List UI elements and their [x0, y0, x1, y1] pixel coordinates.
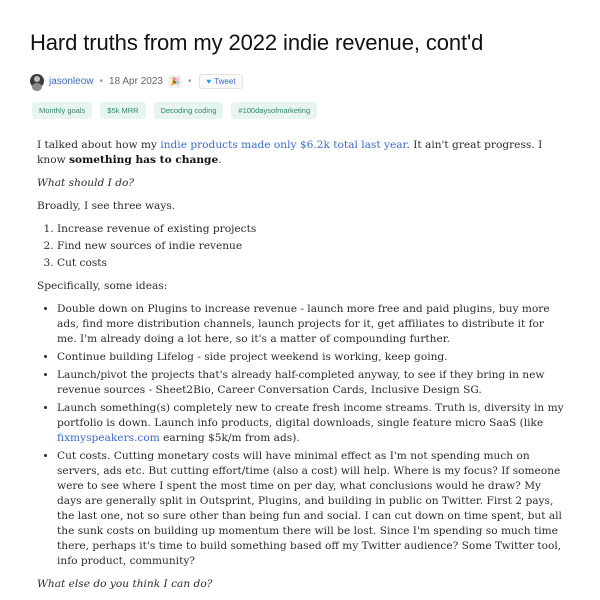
tag-decoding-coding[interactable]: Decoding coding — [154, 102, 224, 119]
question-text: What should I do? — [37, 177, 135, 189]
fixmyspeakers-link[interactable]: fixmyspeakers.com — [57, 432, 160, 444]
list-item: • Launch/pivot the projects that's already half-completed anyway, to see if they bring in new revenue sources - Sheet2Bio, Career Conversation Cards, Inclusive Design SG. — [57, 368, 567, 398]
ideas-list — [37, 302, 567, 569]
list-item: • Cut costs. Cutting monetary costs will have minimal effect as I'm not spending much on servers, ads etc. But cutting effort/time (also a cost) will help. Where is my focus? If someone were to see where I spent the most time on per day, what conclusions would he draw? My days are generally split in Outsprint, Plugins, and building in public on Twitter. First 2 pays, the last one, not so sure other than being fun and social. I can cut down on time spent, but all the sunk costs on building up momentum there will be lost. Since I'm spending so much time there, perhaps it's time to build something based off my Twitter audience? Some Twitter tool, info product, community? — [57, 449, 567, 569]
tweet-button[interactable] — [199, 74, 242, 89]
avatar[interactable] — [30, 74, 44, 88]
question-what-else — [37, 577, 567, 592]
list-item: 3. Cut costs — [57, 256, 567, 271]
party-popper-icon[interactable]: 🎉 — [168, 75, 182, 88]
question-what-should-i-do — [37, 176, 567, 191]
ways-list — [37, 222, 567, 271]
tweet-label: Tweet — [214, 76, 236, 86]
idea4-text-end: earning $5k/m from ads). — [159, 432, 300, 444]
intro-emphasis: something has to change — [69, 154, 219, 166]
post-body — [37, 138, 567, 600]
separator-dot: • — [99, 75, 103, 87]
specifically-paragraph: Specifically, some ideas: — [37, 280, 168, 292]
author-link[interactable]: jasonleow — [49, 75, 94, 87]
list-item: • Double down on Plugins to increase revenue - launch more free and paid plugins, buy more ads, find more distribution channels, launch projects for it, get affiliates to distribute it for me. I'm already doing a lot here, so it's a matter of compounding further. — [57, 302, 567, 347]
list-item: • Continue building Lifelog - side project weekend is working, keep going. — [57, 350, 567, 365]
question-text: What else do you think I can do? — [37, 578, 213, 590]
separator-dot: • — [187, 75, 192, 87]
list-item: 2. Find new sources of indie revenue — [57, 239, 567, 254]
idea4-text: Launch something(s) completely new to create fresh income streams. Truth is, diversity in my portfolio is down. Launch info products, digital downloads, single feature micro SaaS (like — [57, 402, 564, 429]
intro-text-mid: . It ain't great progress. I know — [37, 139, 543, 166]
list-item — [57, 401, 567, 446]
intro-paragraph — [37, 138, 567, 168]
page-title: Hard truths from my 2022 indie revenue, cont'd — [30, 30, 484, 55]
tag-monthly-goals[interactable]: Monthly goals — [32, 102, 92, 119]
list-item: 1. Increase revenue of existing projects — [57, 222, 567, 237]
tag-5k-mrr[interactable]: $5k MRR — [100, 102, 145, 119]
broadly-paragraph: Broadly, I see three ways. — [37, 200, 176, 212]
revenue-post-link[interactable]: indie products made only $6.2k total last year — [160, 139, 407, 151]
post-meta — [30, 72, 243, 90]
tag-list — [32, 102, 317, 119]
tag-100daysofmarketing[interactable]: #100daysofmarketing — [231, 102, 317, 119]
post-date: 18 Apr 2023 — [109, 75, 163, 87]
twitter-bird-icon: ♥ — [206, 76, 212, 86]
intro-text-end: . — [218, 154, 222, 166]
intro-text: I talked about how my — [37, 139, 161, 151]
